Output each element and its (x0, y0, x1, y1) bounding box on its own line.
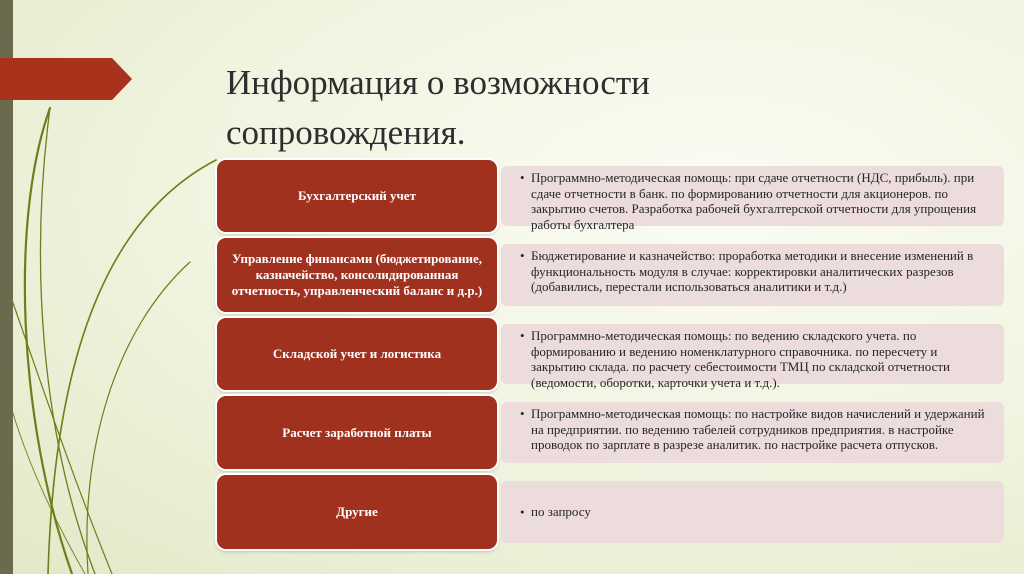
category-box-other: Другие (217, 475, 497, 549)
description-box-warehouse (501, 324, 1004, 390)
category-box-accounting: Бухгалтерский учет (217, 160, 497, 232)
description-text: Программно-методическая помощь: по настройке видов начислений и удержаний на предприятии. по ведению табелей сотрудников предприятия. в настройке проводок по зарплате в разрезе аналитик. по настройке расчета отпусков. (531, 406, 985, 452)
bullet-marker: • (520, 248, 525, 263)
description-box-finance (501, 244, 1004, 306)
service-row-payroll (217, 396, 1004, 469)
service-row-warehouse (217, 318, 1004, 390)
service-row-finance (217, 238, 1004, 312)
category-box-finance: Управление финансами (бюджетирование, казначейство, консолидированная отчетность, управленческий баланс и д.р.) (217, 238, 497, 312)
title-arrow-banner (0, 58, 136, 100)
description-text: Программно-методическая помощь: при сдаче отчетности (НДС, прибыль). при сдаче отчетности в банк. по формированию отчетности для акционеров. по закрытию счетов. Разработка рабочей бухгалтерской отчетности для упрощения работы бухгалтера (531, 170, 977, 232)
title-line-2: сопровождения. (226, 113, 466, 152)
page-title (226, 58, 786, 158)
description-box-other (501, 481, 1004, 543)
category-box-warehouse: Складской учет и логистика (217, 318, 497, 390)
bullet-marker: • (520, 170, 525, 185)
description-text: Бюджетирование и казначейство: проработка методики и внесение изменений в функциональность модуля в случае: корректировки аналитических разрезов (добавились, перестали использоваться аналитики и т.д.) (531, 248, 974, 294)
description-text: по запросу (531, 504, 591, 520)
bullet-marker: • (520, 406, 525, 421)
service-row-accounting (217, 160, 1004, 232)
description-box-payroll (501, 402, 1004, 463)
category-box-payroll: Расчет заработной платы (217, 396, 497, 469)
bullet-marker: • (520, 328, 525, 343)
description-box-accounting (501, 166, 1004, 232)
title-line-1: Информация о возможности (226, 63, 650, 102)
bullet-marker: • (520, 504, 525, 520)
service-row-other (217, 475, 1004, 549)
description-text: Программно-методическая помощь: по ведению складского учета. по формированию и ведению номенклатурного справочника. по пересчету и закрытию склада. по расчету себестоимости ТМЦ по складской отчетности (ведомости, оборотки, карточки учета и т.д.). (531, 328, 950, 390)
